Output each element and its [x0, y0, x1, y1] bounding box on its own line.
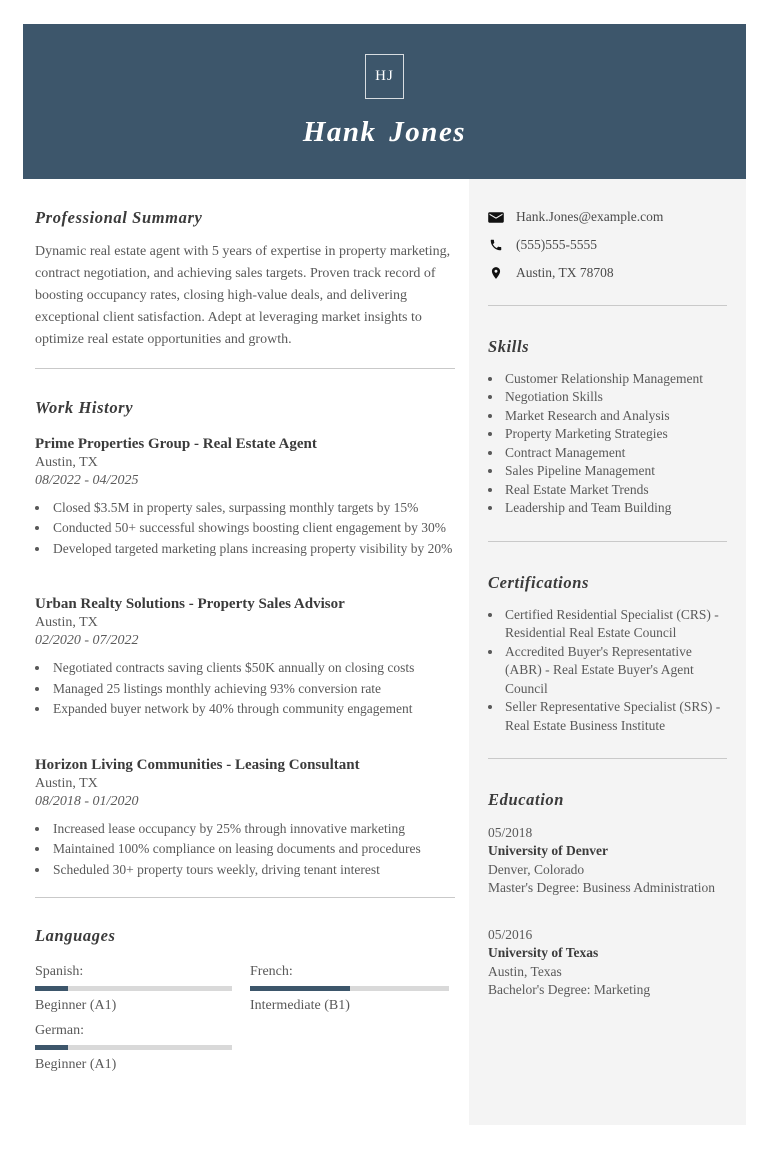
skill-item: • Real Estate Market Trends: [503, 481, 727, 500]
sidebar: [469, 179, 746, 1125]
job-entry: [35, 595, 455, 720]
language-item: [35, 963, 232, 1015]
job-bullet: • Conducted 50+ successful showings boosting client engagement by 30%: [50, 518, 455, 539]
education-section-title: Education: [488, 790, 565, 810]
languages-section: [35, 926, 455, 1094]
skills-section-title: Skills: [488, 337, 530, 356]
job-dates: 08/2018 - 01/2020: [35, 793, 139, 809]
education-degree: Master's Degree: Business Administration: [488, 880, 716, 896]
person-name: Hank Jones: [302, 116, 467, 148]
skills-list: [488, 370, 727, 518]
education-location: Austin, Texas: [488, 963, 562, 979]
job-dates: 02/2020 - 07/2022: [35, 633, 139, 649]
contact-section: [488, 208, 727, 282]
contact-location: Austin, TX 78708: [516, 265, 614, 280]
mail-icon: [488, 209, 504, 225]
skill-item: • Negotiation Skills: [503, 388, 727, 407]
education-school: University of Denver: [488, 843, 608, 859]
job-bullet: • Expanded buyer network by 40% through community engagement: [50, 699, 455, 720]
sidebar-divider: [488, 758, 727, 759]
job-location: Austin, TX: [35, 775, 98, 791]
skill-item: • Contract Management: [503, 444, 727, 463]
job-bullet: • Negotiated contracts saving clients $50K annually on closing costs: [50, 658, 455, 679]
certifications-list: [488, 606, 727, 736]
education-entry: [488, 824, 727, 898]
location-pin-icon: [488, 265, 504, 281]
education-school: University of Texas: [488, 945, 599, 961]
sidebar-divider: [488, 541, 727, 542]
job-entry: [35, 435, 455, 560]
certification-item: • Accredited Buyer's Representative (ABR) - Real Estate Buyer's Agent Council: [503, 643, 727, 699]
job-bullet: • Developed targeted marketing plans increasing property visibility by 20%: [50, 539, 455, 560]
job-bullet-list: [35, 819, 455, 881]
monogram-initials: HJ: [375, 68, 394, 84]
job-location: Austin, TX: [35, 615, 98, 631]
skill-item: • Property Marketing Strategies: [503, 425, 727, 444]
contact-row-phone: [488, 236, 727, 254]
certification-item: • Certified Residential Specialist (CRS) - Residential Real Estate Council: [503, 606, 727, 643]
education-entry: [488, 926, 727, 1000]
skill-item: • Market Research and Analysis: [503, 407, 727, 426]
work-history-section-title: Work History: [35, 397, 134, 417]
sidebar-divider: [488, 305, 727, 306]
section-divider: [35, 897, 455, 898]
language-name: French:: [250, 963, 293, 979]
job-bullet: • Increased lease occupancy by 25% through innovative marketing: [50, 819, 455, 840]
language-name: Spanish:: [35, 963, 84, 979]
job-bullet: • Managed 25 listings monthly achieving 93% conversion rate: [50, 679, 455, 700]
language-level-bar-fill: [35, 986, 68, 991]
contact-row-email: [488, 208, 727, 226]
summary-text: Dynamic real estate agent with 5 years of expertise in property marketing, contract negotiation, and achieving sales targets. Proven track record of boosting occupancy rates, closing high-value deals, and delivering exceptional client satisfaction. Adept at leveraging market insights to optimize real estate opportunities and growth.: [35, 243, 451, 347]
languages-section-title: Languages: [35, 926, 116, 946]
certification-item: • Seller Representative Specialist (SRS) - Real Estate Business Institute: [503, 698, 727, 735]
language-level-bar: [35, 1045, 232, 1050]
job-title: Horizon Living Communities - Leasing Consultant: [35, 756, 360, 773]
languages-grid: [35, 963, 455, 1074]
main-column: [35, 179, 455, 1094]
language-level-bar: [35, 986, 232, 991]
education-date: 05/2016: [488, 926, 533, 942]
contact-row-location: [488, 264, 727, 282]
job-location: Austin, TX: [35, 454, 98, 470]
summary-section-title: Professional Summary: [35, 208, 203, 227]
contact-phone: (555)555-5555: [516, 237, 597, 252]
resume-page: [0, 24, 768, 1176]
education-date: 05/2018: [488, 824, 533, 840]
monogram-box: [365, 54, 404, 99]
job-title: Prime Properties Group - Real Estate Agent: [35, 435, 317, 452]
content-area: [0, 179, 768, 1125]
job-dates: 08/2022 - 04/2025: [35, 472, 139, 488]
section-divider: [35, 368, 455, 369]
language-item: [35, 1022, 232, 1074]
phone-icon: [488, 237, 504, 253]
header-banner: [23, 24, 746, 179]
work-history-section: [35, 398, 455, 880]
job-bullet: • Closed $3.5M in property sales, surpassing monthly targets by 15%: [50, 498, 455, 519]
language-level-label: Beginner (A1): [35, 1056, 117, 1072]
language-level-label: Beginner (A1): [35, 997, 117, 1013]
job-bullet-list: [35, 498, 455, 560]
skill-item: • Leadership and Team Building: [503, 499, 727, 518]
certifications-section-title: Certifications: [488, 572, 589, 592]
skills-section: [488, 337, 727, 518]
job-bullet: • Scheduled 30+ property tours weekly, driving tenant interest: [50, 860, 455, 881]
language-level-bar-fill: [35, 1045, 68, 1050]
job-bullet: • Maintained 100% compliance on leasing documents and procedures: [50, 839, 455, 860]
language-name: German:: [35, 1022, 84, 1038]
education-section: [488, 790, 727, 1000]
language-level-bar: [250, 986, 449, 991]
language-item: [250, 963, 449, 1015]
education-location: Denver, Colorado: [488, 861, 585, 877]
skill-item: • Sales Pipeline Management: [503, 462, 727, 481]
job-title: Urban Realty Solutions - Property Sales Advisor: [35, 596, 345, 613]
summary-section: [35, 208, 455, 351]
certifications-section: [488, 573, 727, 735]
education-degree: Bachelor's Degree: Marketing: [488, 982, 651, 998]
language-level-bar-fill: [250, 986, 350, 991]
skill-item: • Customer Relationship Management: [503, 370, 727, 389]
job-entry: [35, 756, 455, 881]
language-level-label: Intermediate (B1): [250, 997, 350, 1013]
contact-email: Hank.Jones@example.com: [516, 209, 664, 224]
job-bullet-list: [35, 658, 455, 720]
